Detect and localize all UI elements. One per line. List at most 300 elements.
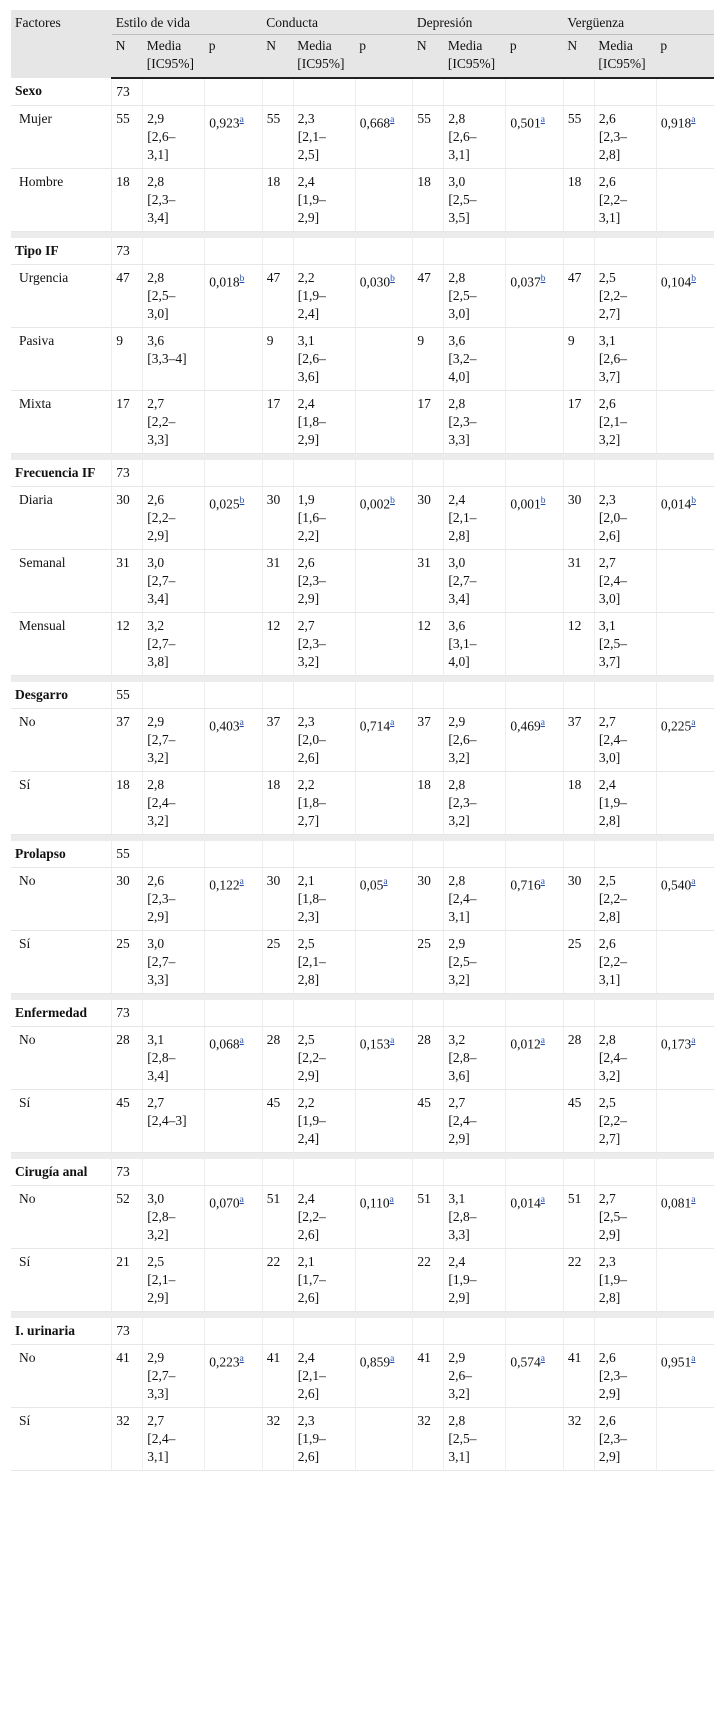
empty-cell: [444, 1000, 506, 1027]
empty-cell: [563, 1159, 594, 1186]
category-label: Mensual: [11, 613, 112, 676]
factor-label: Sexo: [11, 78, 112, 106]
table-row: [11, 613, 714, 676]
n-cell: 25: [262, 931, 293, 994]
mean-ci-cell: 3,1 [2,5– 3,7]: [594, 613, 656, 676]
table-row: [11, 391, 714, 454]
empty-cell: [563, 78, 594, 106]
mean-ci-cell: 3,2 [2,7– 3,8]: [143, 613, 205, 676]
mean-ci-cell: 2,7 [2,3– 3,2]: [293, 613, 355, 676]
p-value: 0,05: [359, 877, 384, 893]
table-header: [11, 10, 714, 78]
p-value-cell: [205, 1186, 263, 1249]
empty-cell: [506, 460, 564, 487]
empty-cell: [506, 682, 564, 709]
footnote-ref: [541, 875, 545, 887]
footnote-link[interactable]: a: [239, 115, 244, 125]
footnote-link[interactable]: a: [691, 115, 696, 125]
p-value-cell: [506, 391, 564, 454]
p-value-cell: [355, 550, 413, 613]
empty-cell: [205, 1318, 263, 1345]
p-value: 0,122: [209, 877, 240, 893]
empty-cell: [563, 1000, 594, 1027]
group-header-verguenza: Vergüenza: [563, 10, 714, 35]
mean-ci-cell: 2,8 [2,3– 3,2]: [444, 772, 506, 835]
category-label: Sí: [11, 1249, 112, 1312]
mean-ci-cell: 2,6 [2,3– 2,9]: [143, 868, 205, 931]
p-value-cell: [506, 106, 564, 169]
n-cell: 41: [413, 1345, 444, 1408]
footnote-link[interactable]: b: [540, 496, 546, 506]
p-value-cell: [506, 709, 564, 772]
factor-label: Enfermedad: [11, 1000, 112, 1027]
p-value: 0,037: [510, 274, 541, 290]
table-row: [11, 1249, 714, 1312]
mean-header: Media [IC95%]: [143, 35, 205, 79]
empty-cell: [444, 682, 506, 709]
factor-total-n: 73: [112, 460, 143, 487]
n-cell: 30: [563, 868, 594, 931]
n-cell: 31: [262, 550, 293, 613]
n-cell: 37: [413, 709, 444, 772]
p-value-cell: [205, 487, 263, 550]
mean-ci-cell: 2,8 [2,3– 3,3]: [444, 391, 506, 454]
empty-cell: [205, 78, 263, 106]
n-cell: 25: [413, 931, 444, 994]
n-cell: 32: [563, 1408, 594, 1471]
mean-ci-cell: 2,8 [2,6– 3,1]: [444, 106, 506, 169]
empty-cell: [143, 1000, 205, 1027]
footnote-link[interactable]: a: [239, 1354, 244, 1364]
mean-ci-cell: 2,9 [2,5– 3,2]: [444, 931, 506, 994]
p-value: 0,030: [359, 274, 391, 290]
footnote-link[interactable]: b: [239, 274, 245, 284]
mean-ci-cell: 2,5 [2,2– 2,9]: [293, 1027, 355, 1090]
p-value-cell: [355, 1408, 413, 1471]
table-body: [11, 78, 714, 1471]
footnote-link[interactable]: b: [390, 496, 395, 506]
n-cell: 18: [413, 169, 444, 232]
p-value: 0,070: [209, 1195, 240, 1211]
p-value: 0,574: [510, 1354, 541, 1370]
footnote-ref: [390, 272, 395, 284]
factor-group-row: [11, 1159, 714, 1186]
mean-ci-cell: 3,2 [2,8– 3,6]: [444, 1027, 506, 1090]
mean-ci-cell: 2,8 [2,5– 3,0]: [444, 265, 506, 328]
footnote-ref: [691, 716, 695, 728]
footnote-link[interactable]: a: [389, 1195, 394, 1205]
n-cell: 18: [563, 169, 594, 232]
n-cell: 45: [262, 1090, 293, 1153]
mean-ci-cell: 3,6 [3,2– 4,0]: [444, 328, 506, 391]
footnote-link[interactable]: a: [540, 1036, 545, 1046]
empty-cell: [355, 1159, 413, 1186]
factor-label: Prolapso: [11, 841, 112, 868]
n-cell: 31: [112, 550, 143, 613]
p-value-cell: [506, 772, 564, 835]
n-cell: 9: [413, 328, 444, 391]
factor-group-row: [11, 1000, 714, 1027]
mean-ci-cell: 3,1 [2,6– 3,7]: [594, 328, 656, 391]
empty-cell: [506, 1000, 564, 1027]
p-value-cell: [205, 613, 263, 676]
factor-total-n: 55: [112, 841, 143, 868]
p-value: 0,018: [209, 274, 240, 290]
footnote-link[interactable]: a: [540, 115, 545, 125]
mean-ci-cell: 3,0 [2,7– 3,4]: [444, 550, 506, 613]
n-cell: 30: [413, 487, 444, 550]
mean-ci-cell: 3,1 [2,8– 3,4]: [143, 1027, 205, 1090]
p-header: p: [506, 35, 564, 79]
category-label: Pasiva: [11, 328, 112, 391]
mean-ci-cell: 2,1 [1,8– 2,3]: [293, 868, 355, 931]
p-value-cell: [355, 868, 413, 931]
n-cell: 51: [262, 1186, 293, 1249]
group-header-estilo: Estilo de vida: [112, 10, 263, 35]
empty-cell: [594, 1159, 656, 1186]
n-cell: 51: [413, 1186, 444, 1249]
mean-ci-cell: 2,7 [2,4– 3,1]: [143, 1408, 205, 1471]
p-value-cell: [506, 868, 564, 931]
empty-cell: [355, 841, 413, 868]
footnote-ref: [240, 1352, 244, 1364]
category-label: Semanal: [11, 550, 112, 613]
footnote-ref: [541, 113, 545, 125]
footnote-link[interactable]: a: [691, 1354, 696, 1364]
empty-cell: [594, 1000, 656, 1027]
factor-total-n: 73: [112, 78, 143, 106]
mean-ci-cell: 3,6 [3,3–4]: [143, 328, 205, 391]
empty-cell: [205, 682, 263, 709]
footnote-ref: [691, 272, 696, 284]
empty-cell: [563, 238, 594, 265]
p-value: 0,918: [660, 115, 692, 131]
p-value-cell: [506, 265, 564, 328]
empty-cell: [293, 1318, 355, 1345]
mean-ci-cell: 2,8 [2,4– 3,2]: [143, 772, 205, 835]
n-cell: 9: [563, 328, 594, 391]
table-row: [11, 265, 714, 328]
p-value: 0,110: [359, 1195, 390, 1211]
category-label: Hombre: [11, 169, 112, 232]
empty-cell: [413, 238, 444, 265]
p-value-cell: [205, 1408, 263, 1471]
category-label: No: [11, 1027, 112, 1090]
empty-cell: [506, 1318, 564, 1345]
empty-cell: [594, 460, 656, 487]
mean-ci-cell: 2,4 [1,8– 2,9]: [293, 391, 355, 454]
table-row: [11, 868, 714, 931]
footnote-link[interactable]: a: [383, 877, 388, 887]
n-cell: 45: [563, 1090, 594, 1153]
p-value: 0,014: [660, 496, 692, 512]
n-cell: 41: [112, 1345, 143, 1408]
factor-group-row: [11, 841, 714, 868]
footnote-link[interactable]: b: [390, 274, 395, 284]
n-cell: 22: [413, 1249, 444, 1312]
p-value-cell: [506, 1249, 564, 1312]
empty-cell: [563, 841, 594, 868]
footnote-link[interactable]: b: [239, 496, 245, 506]
mean-ci-cell: 2,9 [2,6– 3,2]: [444, 709, 506, 772]
p-value: 0,469: [510, 718, 541, 734]
p-value-cell: [205, 1027, 263, 1090]
empty-cell: [656, 460, 714, 487]
footnote-link[interactable]: a: [691, 1195, 696, 1205]
category-label: Diaria: [11, 487, 112, 550]
p-value-cell: [656, 487, 714, 550]
p-value: 0,153: [359, 1036, 391, 1052]
empty-cell: [444, 460, 506, 487]
p-value: 0,951: [660, 1354, 692, 1370]
empty-cell: [355, 682, 413, 709]
empty-cell: [563, 460, 594, 487]
p-header: p: [205, 35, 263, 79]
p-value-cell: [656, 931, 714, 994]
factor-total-n: 73: [112, 238, 143, 265]
n-cell: 41: [262, 1345, 293, 1408]
n-cell: 30: [262, 868, 293, 931]
mean-ci-cell: 2,6 [2,2– 2,9]: [143, 487, 205, 550]
table-row: [11, 328, 714, 391]
p-value-cell: [506, 931, 564, 994]
empty-cell: [594, 1318, 656, 1345]
p-value-cell: [506, 1345, 564, 1408]
p-value-cell: [656, 1090, 714, 1153]
n-cell: 55: [262, 106, 293, 169]
footnote-ref: [390, 1034, 394, 1046]
n-cell: 18: [413, 772, 444, 835]
empty-cell: [262, 78, 293, 106]
p-value: 0,668: [359, 115, 391, 131]
n-cell: 9: [262, 328, 293, 391]
mean-ci-cell: 2,7 [2,5– 2,9]: [594, 1186, 656, 1249]
footnote-link[interactable]: a: [540, 718, 545, 728]
factor-total-n: 73: [112, 1000, 143, 1027]
p-value-cell: [355, 1090, 413, 1153]
table-row: [11, 772, 714, 835]
n-cell: 18: [112, 169, 143, 232]
p-value-cell: [205, 772, 263, 835]
table-row: [11, 1186, 714, 1249]
footnote-link[interactable]: b: [691, 496, 696, 506]
mean-ci-cell: 2,2 [1,8– 2,7]: [293, 772, 355, 835]
p-value-cell: [355, 772, 413, 835]
table-row: [11, 931, 714, 994]
mean-ci-cell: 3,6 [3,1– 4,0]: [444, 613, 506, 676]
footnote-link[interactable]: a: [691, 1036, 696, 1046]
p-value-cell: [656, 868, 714, 931]
footnote-link[interactable]: a: [239, 1195, 244, 1205]
p-value: 0,173: [660, 1036, 692, 1052]
p-value-cell: [355, 613, 413, 676]
n-cell: 17: [563, 391, 594, 454]
n-cell: 17: [112, 391, 143, 454]
empty-cell: [594, 78, 656, 106]
p-value-cell: [355, 487, 413, 550]
p-value: 0,225: [660, 718, 692, 734]
empty-cell: [143, 238, 205, 265]
n-cell: 28: [413, 1027, 444, 1090]
footnote-link[interactable]: a: [540, 877, 545, 887]
footnote-ref: [240, 494, 245, 506]
p-value-cell: [656, 550, 714, 613]
empty-cell: [413, 841, 444, 868]
mean-ci-cell: 1,9 [1,6– 2,2]: [293, 487, 355, 550]
mean-ci-cell: 2,6 [2,3– 2,8]: [594, 106, 656, 169]
mean-ci-cell: 2,7 [2,4– 3,0]: [594, 709, 656, 772]
n-cell: 37: [262, 709, 293, 772]
n-header: N: [112, 35, 143, 79]
category-label: No: [11, 868, 112, 931]
n-cell: 30: [262, 487, 293, 550]
n-cell: 21: [112, 1249, 143, 1312]
empty-cell: [413, 1318, 444, 1345]
p-header: p: [656, 35, 714, 79]
mean-header: Media [IC95%]: [293, 35, 355, 79]
p-value-cell: [355, 328, 413, 391]
p-value-cell: [656, 1027, 714, 1090]
factor-label: Frecuencia IF: [11, 460, 112, 487]
empty-cell: [594, 841, 656, 868]
mean-ci-cell: 2,6 [2,2– 3,1]: [594, 931, 656, 994]
p-value: 0,081: [660, 1195, 692, 1211]
p-value-cell: [656, 265, 714, 328]
n-cell: 37: [112, 709, 143, 772]
table-row: [11, 550, 714, 613]
footnote-link[interactable]: a: [239, 877, 244, 887]
category-label: Sí: [11, 1090, 112, 1153]
empty-cell: [143, 1159, 205, 1186]
mean-ci-cell: 2,1 [1,7– 2,6]: [293, 1249, 355, 1312]
empty-cell: [262, 1000, 293, 1027]
n-cell: 47: [413, 265, 444, 328]
p-value-cell: [355, 106, 413, 169]
empty-cell: [506, 1159, 564, 1186]
empty-cell: [205, 1000, 263, 1027]
mean-ci-cell: 2,4 [2,1– 2,8]: [444, 487, 506, 550]
p-value-cell: [506, 613, 564, 676]
factor-group-row: [11, 460, 714, 487]
footnote-ref: [691, 494, 696, 506]
p-value-cell: [355, 169, 413, 232]
table-row: [11, 169, 714, 232]
footnote-link[interactable]: b: [540, 274, 546, 284]
footnote-link[interactable]: a: [691, 877, 696, 887]
empty-cell: [355, 460, 413, 487]
footnote-ref: [541, 494, 546, 506]
footnote-ref: [240, 716, 244, 728]
table-row: [11, 487, 714, 550]
p-value-cell: [506, 550, 564, 613]
footnote-link[interactable]: a: [239, 718, 244, 728]
factor-label: Desgarro: [11, 682, 112, 709]
footnote-ref: [240, 113, 244, 125]
p-value: 0,025: [209, 496, 240, 512]
n-cell: 55: [413, 106, 444, 169]
mean-ci-cell: 2,8 [2,4– 3,2]: [594, 1027, 656, 1090]
p-value-cell: [656, 772, 714, 835]
mean-ci-cell: 2,5 [2,2– 2,7]: [594, 1090, 656, 1153]
p-value-cell: [506, 328, 564, 391]
n-cell: 25: [112, 931, 143, 994]
n-header: N: [413, 35, 444, 79]
mean-ci-cell: 2,4 [1,9– 2,9]: [293, 169, 355, 232]
empty-cell: [355, 238, 413, 265]
mean-ci-cell: 3,0 [2,7– 3,3]: [143, 931, 205, 994]
empty-cell: [594, 682, 656, 709]
empty-cell: [656, 1159, 714, 1186]
mean-ci-cell: 2,3 [1,9– 2,8]: [594, 1249, 656, 1312]
n-cell: 30: [112, 487, 143, 550]
mean-ci-cell: 2,6 [2,3– 2,9]: [594, 1408, 656, 1471]
mean-ci-cell: 2,4 [2,1– 2,6]: [293, 1345, 355, 1408]
footnote-ref: [240, 272, 245, 284]
p-value-cell: [506, 1408, 564, 1471]
p-value-cell: [506, 1027, 564, 1090]
footnote-link[interactable]: a: [540, 1354, 545, 1364]
footnote-ref: [541, 272, 546, 284]
empty-cell: [444, 1318, 506, 1345]
n-cell: 22: [563, 1249, 594, 1312]
empty-cell: [656, 841, 714, 868]
mean-ci-cell: 2,3 [2,0– 2,6]: [293, 709, 355, 772]
n-cell: 30: [413, 868, 444, 931]
footnote-link[interactable]: a: [390, 718, 395, 728]
n-cell: 18: [563, 772, 594, 835]
p-value-cell: [506, 1090, 564, 1153]
p-value-cell: [355, 931, 413, 994]
n-cell: 47: [262, 265, 293, 328]
footnote-link[interactable]: a: [390, 1354, 395, 1364]
factor-group-row: [11, 682, 714, 709]
n-cell: 28: [563, 1027, 594, 1090]
n-cell: 31: [413, 550, 444, 613]
footnote-link[interactable]: b: [691, 274, 696, 284]
footnote-ref: [390, 113, 394, 125]
footnote-link[interactable]: a: [390, 1036, 395, 1046]
category-label: Mixta: [11, 391, 112, 454]
footnote-ref: [541, 716, 545, 728]
footnote-ref: [691, 875, 695, 887]
footnote-link[interactable]: a: [239, 1036, 244, 1046]
footnote-link[interactable]: a: [540, 1195, 545, 1205]
mean-ci-cell: 2,8 [2,5– 3,0]: [143, 265, 205, 328]
footnote-link[interactable]: a: [691, 718, 696, 728]
mean-ci-cell: 3,1 [2,8– 3,3]: [444, 1186, 506, 1249]
empty-cell: [205, 460, 263, 487]
mean-ci-cell: 3,0 [2,7– 3,4]: [143, 550, 205, 613]
n-cell: 52: [112, 1186, 143, 1249]
n-cell: 45: [413, 1090, 444, 1153]
footnote-link[interactable]: a: [390, 115, 395, 125]
empty-cell: [563, 1318, 594, 1345]
empty-cell: [413, 1159, 444, 1186]
empty-cell: [293, 238, 355, 265]
n-cell: 55: [112, 106, 143, 169]
mean-ci-cell: 2,3 [2,0– 2,6]: [594, 487, 656, 550]
n-cell: 47: [112, 265, 143, 328]
factor-label: I. urinaria: [11, 1318, 112, 1345]
p-value-cell: [205, 328, 263, 391]
p-value: 0,012: [510, 1036, 541, 1052]
empty-cell: [563, 682, 594, 709]
p-value-cell: [205, 550, 263, 613]
mean-ci-cell: 2,6 [2,3– 2,9]: [594, 1345, 656, 1408]
p-value-cell: [355, 1027, 413, 1090]
empty-cell: [656, 238, 714, 265]
empty-cell: [413, 682, 444, 709]
